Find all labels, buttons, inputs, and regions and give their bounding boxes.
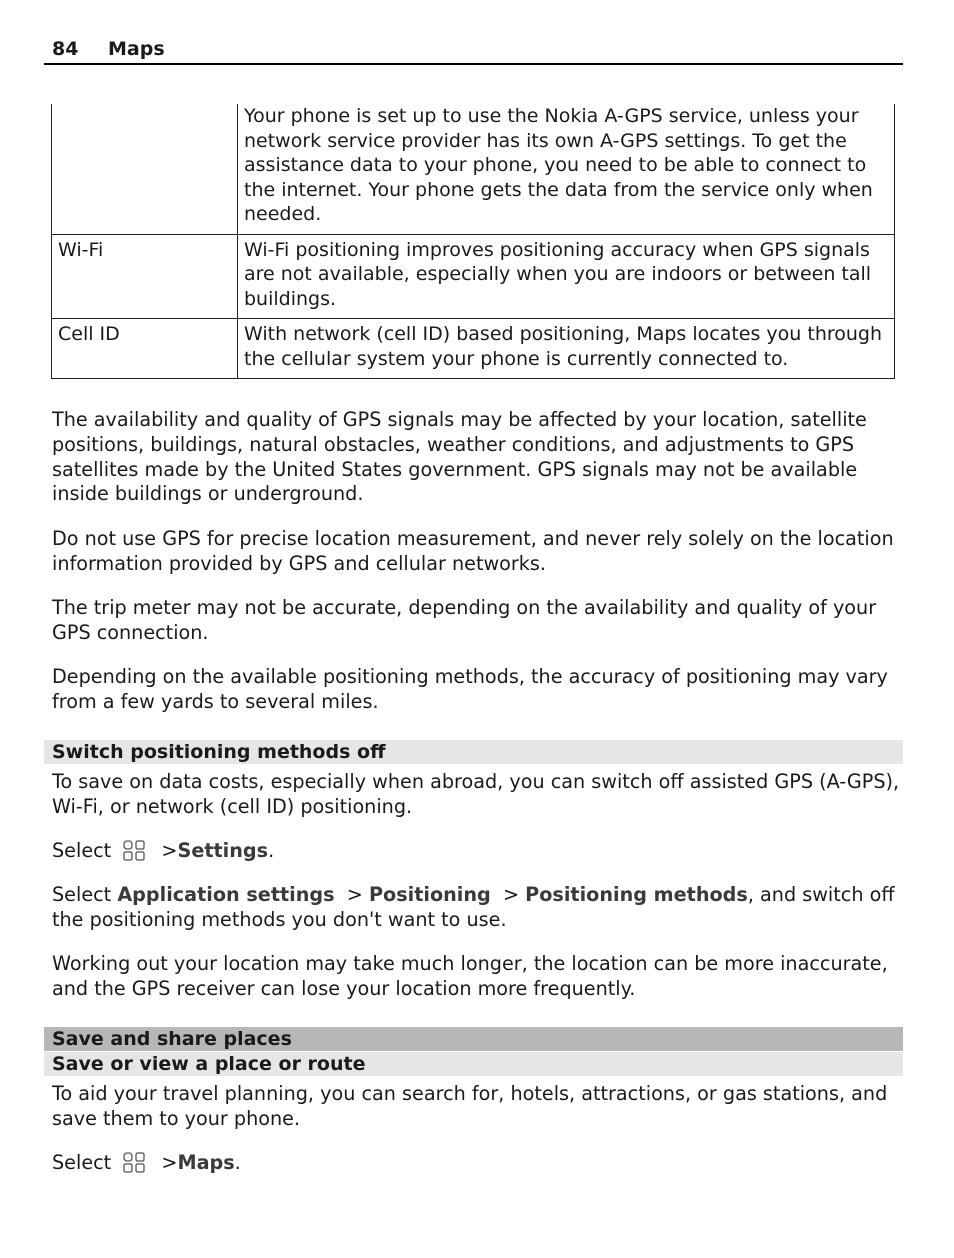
settings-menu-label: Settings bbox=[177, 839, 269, 862]
applications-menu-icon bbox=[121, 1151, 149, 1175]
method-cell bbox=[52, 104, 238, 234]
switch-intro-paragraph: To save on data costs, especially when abroad, you can switch off assisted GPS (A-GPS), Wi-Fi, or network (cell ID) positioning. bbox=[52, 770, 900, 818]
period: . bbox=[268, 839, 275, 862]
page-number: 84 bbox=[52, 38, 79, 60]
gps-availability-paragraph: The availability and quality of GPS signals may be affected by your location, satellite positions, buildings, natural obstacles, weather conditions, and adjustments to GPS satellites made by the United States government. GPS signals may not be available inside buildings or underground. bbox=[52, 408, 867, 506]
path-arrow: > bbox=[161, 1151, 178, 1174]
method-cell: Cell ID bbox=[52, 319, 238, 379]
method-cell: Wi-Fi bbox=[52, 234, 238, 319]
applications-menu-icon bbox=[121, 839, 149, 863]
description-cell: Wi-Fi positioning improves positioning accuracy when GPS signals are not available, especially when you are indoors or between tall buildings. bbox=[238, 234, 895, 319]
accuracy-paragraph: Depending on the available positioning methods, the accuracy of positioning may vary from a few yards to several miles. bbox=[52, 665, 888, 713]
select-maps-instruction bbox=[52, 1151, 904, 1176]
application-settings-label: Application settings bbox=[117, 883, 335, 906]
section-heading-save-share: Save and share places bbox=[44, 1027, 903, 1051]
positioning-methods-table bbox=[51, 104, 895, 379]
select-word: Select bbox=[52, 883, 112, 906]
page-header bbox=[44, 36, 903, 65]
gps-precision-warning: Do not use GPS for precise location measurement, and never rely solely on the location information provided by GPS and cellular networks. bbox=[52, 527, 894, 575]
table-row bbox=[52, 234, 895, 319]
select-word: Select bbox=[52, 1151, 112, 1174]
save-intro-paragraph: To aid your travel planning, you can search for, hotels, attractions, or gas stations, and save them to your phone. bbox=[52, 1082, 888, 1130]
positioning-methods-label: Positioning methods bbox=[525, 883, 748, 906]
description-cell: Your phone is set up to use the Nokia A-GPS service, unless your network service provider has its own A-GPS settings. To get the assistance data to your phone, you need to be able to connect to the internet. Your phone gets the data from the service only when needed. bbox=[238, 104, 895, 234]
positioning-label: Positioning bbox=[368, 883, 491, 906]
table-row bbox=[52, 319, 895, 379]
path-arrow: > bbox=[161, 839, 178, 862]
chapter-title: Maps bbox=[108, 38, 165, 60]
maps-menu-label: Maps bbox=[177, 1151, 235, 1174]
path-arrow: > bbox=[346, 883, 363, 906]
select-settings-instruction bbox=[52, 839, 904, 864]
table-row bbox=[52, 104, 895, 234]
description-cell: With network (cell ID) based positioning, Maps locates you through the cellular system your phone is currently connected to. bbox=[238, 319, 895, 379]
select-word: Select bbox=[52, 839, 112, 862]
subsection-heading-save-view: Save or view a place or route bbox=[44, 1052, 903, 1076]
switch-off-note: Working out your location may take much longer, the location can be more inaccurate, and the GPS receiver can lose your location more frequently. bbox=[52, 952, 888, 1000]
period: . bbox=[234, 1151, 241, 1174]
select-positioning-methods-instruction bbox=[52, 883, 904, 933]
section-heading-switch-positioning: Switch positioning methods off bbox=[44, 740, 903, 764]
trip-meter-paragraph: The trip meter may not be accurate, depending on the availability and quality of your GPS connection. bbox=[52, 596, 877, 644]
path-arrow: > bbox=[502, 883, 520, 906]
switch-off-tail: , and switch off the positioning methods you don't want to use. bbox=[52, 883, 895, 931]
